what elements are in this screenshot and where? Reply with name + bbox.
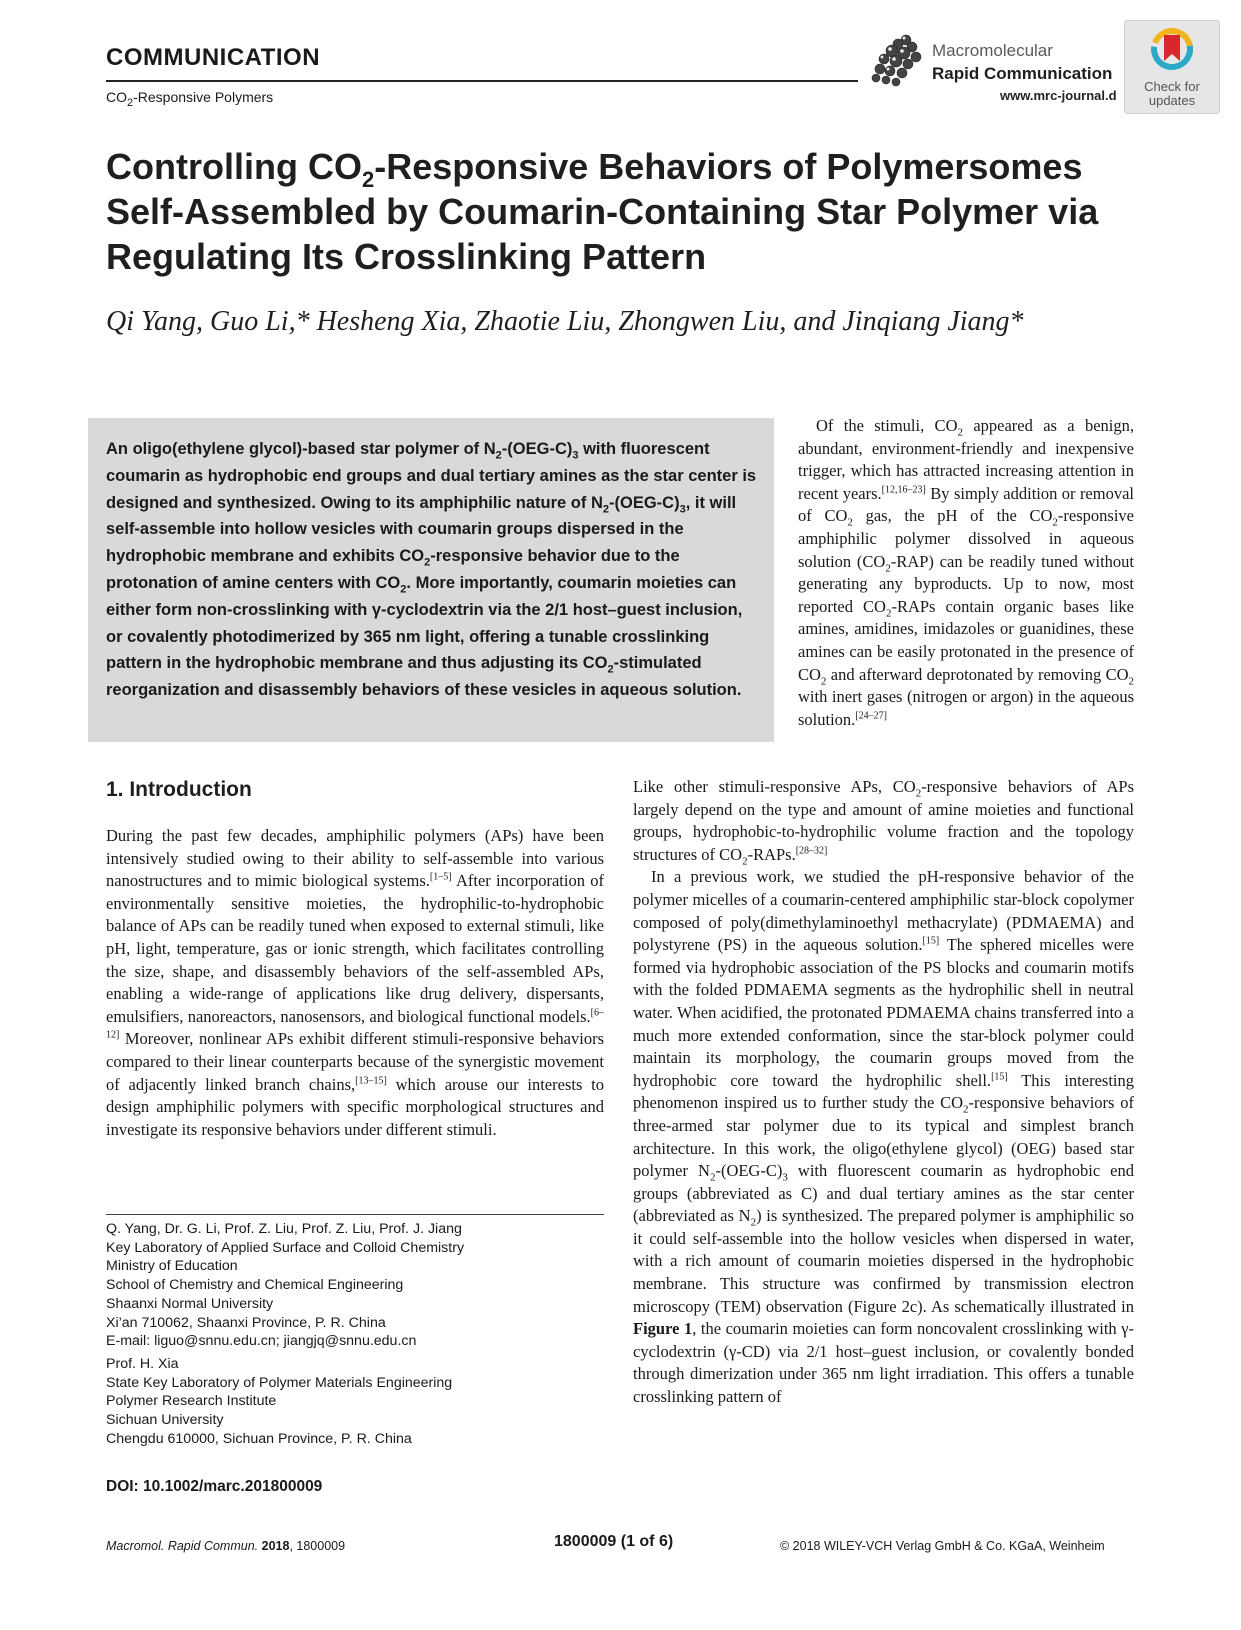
- footer-copyright: © 2018 WILEY-VCH Verlag GmbH & Co. KGaA, Weinheim: [780, 1539, 1105, 1553]
- intro-right-column: Like other stimuli-responsive APs, $CO_2$-responsive behaviors of APs largely depend on the type and amount of amine moieties and functional groups, hydrophobic-to-hydrophilic volume fraction and the topology structures of $CO_2-RAPs.[28-32]$ In a previous work, we studied the pH-responsive behavior of the polymer micelles of a coumarin-centered amphiphilic star-block copolymer composed of poly(dimethylaminoethyl methacrylate) (PDMAEMA) and polystyrene (PS) in the aqueous solution.[15] The sphered micelles were formed via hydrophobic association of the PS blocks and coumarin motifs with the folded PDMAEMA segments as the hydrophilic shell in neutral water. When acidified, the protonated PDMAEMA chains transferred into a much more extended conformation, since the star-block polymer could maintain its morphology, the coumarin groups moved from the hydrophobic core toward the hydrophilic shell.[15] This interesting phenomenon inspired us to further study the $CO_2$-responsive behaviors of three-armed star polymer due to its typical and simplest branch architecture. In this work, the oligo(ethylene glycol) (OEG) based star polymer $N_2-(OEG-C)_3$ with fluorescent coumarin as hydrophobic end groups (abbreviated as C) and dual tertiary amines as the star center (abbreviated as $N_2$) is synthesized. The prepared polymer is amphiphilic so it could self-assemble into the hollow vesicles when dispersed in water, with a rich amount of coumarin moieties dispersed in the hydrophobic membrane. This structure was confirmed by transmission electron microscopy (TEM) observation (Figure 2c). As schematically illustrated in Figure 1, the coumarin moieties can form noncovalent crosslinking with γ-cyclodextrin (γ-CD) via 2/1 host–guest inclusion, or covalently bonded through dimerization under 365 nm light irradiation. This offers a tunable crosslinking pattern of: [633, 776, 1134, 1409]
- topic-label: $CO_2$-Responsive Polymers: [106, 89, 274, 109]
- intro-paragraph-3: In a previous work, we studied the pH-responsive behavior of the polymer micelles of a coumarin-centered amphiphilic star-block copolymer composed of poly(dimethylaminoethyl methacrylate) (PDMAEMA) and polystyrene (PS) in the aqueous solution.[15] The sphered micelles were formed via hydrophobic association of the PS blocks and coumarin motifs with the folded PDMAEMA segments as the hydrophilic shell in neutral water. When acidified, the protonated PDMAEMA chains transferred into a much more extended conformation, since the star-block polymer could maintain its morphology, the coumarin groups moved from the hydrophobic core toward the hydrophilic shell.[15] This interesting phenomenon inspired us to further study the $CO_2$-responsive behaviors of three-armed star polymer due to its typical and simplest branch architecture. In this work, the oligo(ethylene glycol) (OEG) based star polymer $N_2-(OEG-C)_3$ with fluorescent coumarin as hydrophobic end groups (abbreviated as C) and dual tertiary amines as the star center (abbreviated as $N_2$) is synthesized. The prepared polymer is amphiphilic so it could self-assemble into the hollow vesicles when dispersed in water, with a rich amount of coumarin moieties dispersed in the hydrophobic membrane. This structure was confirmed by transmission electron microscopy (TEM) observation (Figure 2c). As schematically illustrated in Figure 1, the coumarin moieties can form noncovalent crosslinking with γ-cyclodextrin (γ-CD) via 2/1 host–guest inclusion, or covalently bonded through dimerization under 365 nm light irradiation. This offers a tunable crosslinking pattern of: [633, 867, 1135, 1407]
- intro-paragraph-1: During the past few decades, amphiphilic polymers (APs) have been intensively studied owing to their ability to self-assemble into various nanostructures and to mimic biological systems.[1–5] After incorporation of environmentally sensitive moieties, the hydrophilic-to-hydrophobic balance of APs can be readily tuned when exposed to external stimuli, like pH, light, temperature, gas or ionic strength, which facilitates controlling the size, shape, and disassembly behaviors of the self-assembled APs, enabling a wide-range of applications like drug delivery, dispersants, emulsifiers, nanoreactors, nanosensors, and biological functional models.[6–12] Moreover, nonlinear APs exhibit different stimuli-responsive behaviors compared to their linear counterparts because of the synergistic movement of adjacently linked branch chains,[13–15] which arouse our interests to design amphiphilic polymers with specific morphological structures and investigate its responsive behaviors under different stimuli.: [106, 826, 604, 1139]
- abstract-text: An oligo(ethylene glycol)-based star polymer of $N_2-(OEG-C)_3$ with fluorescent coumarin as hydrophobic end groups and dual tertiary amines as the star center is designed and synthesized. Owing to its amphiphilic nature of $N_2-(OEG-C)_3$, it will self-assemble into hollow vesicles with coumarin groups dispersed in the hydrophobic membrane and exhibits $CO_2$-responsive behavior due to the protonation of amine centers with $CO_2$. More importantly, coumarin moieties can either form non-crosslinking with γ-cyclodextrin via the 2/1 host–guest inclusion, or covalently photodimerized by 365 nm light, offering a tunable crosslinking pattern in the hydrophobic membrane and thus adjusting its $CO_2$-stimulated reorganization and disassembly behaviors of these vesicles in aqueous solution.: [106, 440, 757, 700]
- footer-page-number: 1800009 (1 of 6): [554, 1533, 674, 1550]
- doi-link[interactable]: DOI: 10.1002/marc.201800009: [106, 1478, 323, 1495]
- section-label: COMMUNICATION: [106, 44, 321, 71]
- article-title: Controlling $CO_2$-Responsive Behaviors of Polymersomes Self-Assembled by Coumarin-Containing Star Polymer via Regulating Its Crosslinking Pattern: [106, 146, 1099, 277]
- journal-name: Macromolecular Rapid Communication: [932, 41, 1113, 83]
- header-rule: [106, 80, 858, 82]
- section-heading-introduction: 1. Introduction: [106, 778, 252, 801]
- intro-paragraph-2-start: Of the stimuli, $CO_2$ appeared as a benign, abundant, environment-friendly and inexpensive trigger, which has attracted increasing attention in recent years.[12,16–23] By simply addition or removal of $CO_2$ gas, the pH of the $CO_2$-responsive amphiphilic polymer dissolved in aqueous solution $(CO_2-RAP)$ can be readily tuned without generating any byproducts. Up to now, most reported $CO_2$-RAPs contain organic bases like amines, amidines, imidazoles or guanidines, these amines can be easily protonated in the presence of $CO_2$ and afterward deprotonated by removing $CO_2$ with inert gases (nitrogen or argon) in the aqueous solution.[24–27]: [798, 416, 1135, 729]
- check-updates-icon: [1150, 27, 1194, 75]
- footer-journal-citation: Macromol. Rapid Commun. 2018, 1800009: [106, 1539, 346, 1553]
- badge-line-1: Check for: [1144, 79, 1200, 94]
- badge-line-2: updates: [1148, 93, 1196, 108]
- journal-url[interactable]: www.mrc-journal.d: [1000, 88, 1117, 103]
- corresponding-email[interactable]: E-mail: liguo@snnu.edu.cn; jiangjq@snnu.edu.cn: [106, 1333, 417, 1350]
- affiliations: Q. Yang, Dr. G. Li, Prof. Z. Liu, Prof. Z. Liu, Prof. J. Jiang Key Laboratory of Applied Surface and Colloid Chemistry Ministry of Education School of Chemistry and Chemical Engineering Shaanxi Normal University Xi’an 710062, Shaanxi Province, P. R. China E-mail: liguo@snnu.edu.cn; jiangjq@snnu.edu.cn Prof. H. Xia State Key Laboratory of Polymer Materials Engineering Polymer Research Institute Sichuan University Chengdu 610000, Sichuan Province, P. R. China: [106, 1220, 604, 1448]
- author-list: Qi Yang, Guo Li,* Hesheng Xia, Zhaotie Liu, Zhongwen Liu, and Jinqiang Jiang*: [106, 306, 1024, 337]
- journal-logo-icon: [868, 30, 930, 90]
- affiliation-rule: [106, 1214, 604, 1215]
- figure-1-link[interactable]: Figure 1: [633, 1319, 693, 1339]
- check-for-updates-badge[interactable]: [1124, 20, 1220, 114]
